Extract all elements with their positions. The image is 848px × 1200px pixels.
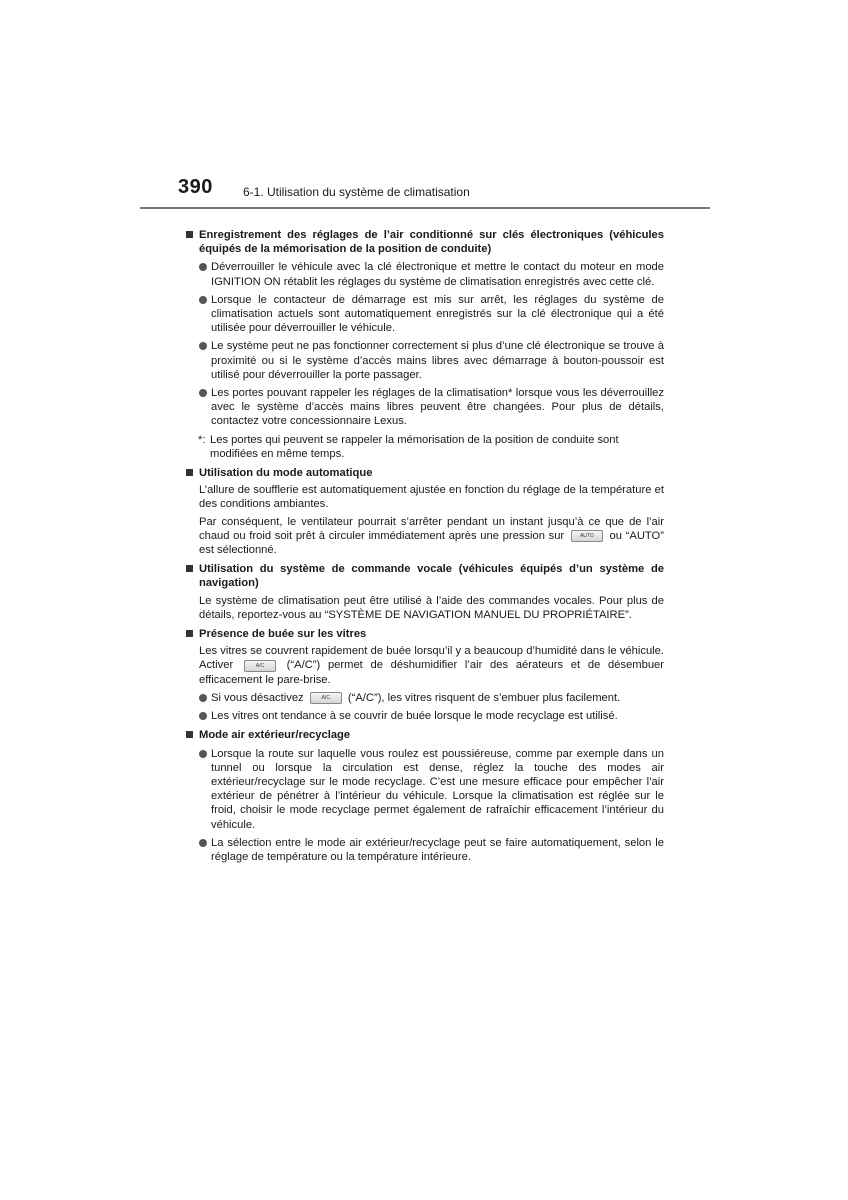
- section-title: [186, 228, 664, 256]
- circle-bullet-icon: [199, 694, 207, 702]
- list-item-text: La sélection entre le mode air extérieur/recyclage peut se faire automatiquement, selon le réglage de température ou la température intérieure.: [211, 836, 664, 863]
- footnote-text: Les portes qui peuvent se rappeler la mémorisation de la position de conduite sont modifiées en même temps.: [210, 433, 619, 460]
- ac-button-icon: A/C: [244, 660, 276, 672]
- section-key-memory: [186, 228, 664, 461]
- circle-bullet-icon: [199, 839, 207, 847]
- list-item: [186, 836, 664, 864]
- list-item-text: Lorsque la route sur laquelle vous roulez est poussiéreuse, comme par exemple dans un tunnel ou lorsque la circulation est dense, réglez la touche des modes air extérieur/recyclage sur le mode recyclage. C’est une mesure efficace pour empêcher l’air extérieur de pénétrer à l’intérieur du véhicule. Lorsque la climatisation est réglée sur le froid, choisir le mode recyclage permet également de rafraîchir efficacement l’intérieur du véhicule.: [211, 747, 664, 831]
- section-title-text: Utilisation du système de commande vocale (véhicules équipés d’un système de navigation): [199, 563, 664, 590]
- page-header: [0, 176, 848, 208]
- circle-bullet-icon: [199, 750, 207, 758]
- square-bullet-icon: [186, 469, 193, 476]
- list-item-text: Lorsque le contacteur de démarrage est mis sur arrêt, les réglages du système de climatisation actuels sont automatiquement enregistrés sur la clé électronique qui a été utilisée pour déverrouiller le véhicule.: [211, 293, 664, 335]
- section-recirculation: [186, 728, 664, 864]
- section-title-text: Mode air extérieur/recyclage: [199, 729, 351, 742]
- section-title: [186, 728, 664, 742]
- circle-bullet-icon: [199, 712, 207, 720]
- section-title-text: Enregistrement des réglages de l’air conditionné sur clés électroniques (véhicules équipés de la mémorisation de la position de conduite): [199, 229, 664, 256]
- paragraph-text: Les vitres se couvrent rapidement de buée lorsqu’il y a beaucoup d’humidité dans le véhicule. Activer: [199, 645, 664, 672]
- list-item-text: (“A/C”), les vitres risquent de s’embuer plus facilement.: [347, 691, 621, 704]
- list-item-text: Le système peut ne pas fonctionner correctement si plus d’une clé électronique se trouve à proximité ou si le système d’accès mains libres avec démarrage à bouton-poussoir est utilisé pour déverrouiller la porte passager.: [211, 340, 664, 381]
- page-content: [186, 228, 664, 869]
- square-bullet-icon: [186, 231, 193, 238]
- list-item: [186, 691, 664, 705]
- paragraph-text: ou “AUTO” est sélectionné.: [199, 529, 664, 557]
- paragraph: [186, 515, 664, 558]
- ac-button-icon: A/C: [310, 692, 342, 704]
- list-item: [186, 386, 664, 429]
- section-voice-control: [186, 562, 664, 622]
- page-number: 390: [178, 176, 213, 198]
- circle-bullet-icon: [199, 296, 207, 304]
- section-title: [186, 562, 664, 590]
- footnote-mark: *:: [198, 433, 206, 446]
- list-item: [186, 260, 664, 288]
- paragraph: [186, 644, 664, 687]
- section-auto-mode: [186, 466, 664, 557]
- square-bullet-icon: [186, 565, 193, 572]
- list-item-text: Déverrouiller le véhicule avec la clé électronique et mettre le contact du moteur en mode IGNITION ON rétablit les réglages du système de climatisation enregistrés avec cette clé.: [211, 261, 664, 288]
- section-title: [186, 466, 664, 480]
- paragraph-text: Par conséquent, le ventilateur pourrait s’arrêter pendant un instant jusqu’à ce que de l’air chaud ou froid soit prêt à circuler immédiatement après une pression sur: [199, 515, 664, 542]
- footnote: [186, 433, 664, 461]
- section-title: [186, 627, 664, 641]
- list-item: [186, 339, 664, 382]
- square-bullet-icon: [186, 731, 193, 738]
- list-item: [186, 747, 664, 832]
- paragraph: Le système de climatisation peut être utilisé à l’aide des commandes vocales. Pour plus de détails, reportez-vous au “SYSTÈME DE NAVIGATION MANUEL DU PROPRIÉTAIRE”.: [199, 594, 664, 621]
- list-item-text: Les vitres ont tendance à se couvrir de buée lorsque le mode recyclage est utilisé.: [211, 710, 618, 723]
- list-item-text: Les portes pouvant rappeler les réglages de la climatisation* lorsque vous les déverrouillez avec le système d’accès mains libres peuvent être changées. Pour plus de détails, contactez votre concessionnaire Lexus.: [211, 387, 664, 428]
- list-item: [186, 293, 664, 336]
- header-divider: [140, 207, 710, 209]
- paragraph-text: (“A/C”) permet de déshumidifier l’air des aérateurs et de désembuer efficacement le pare-brise.: [199, 659, 665, 686]
- chapter-title: 6-1. Utilisation du système de climatisation: [243, 185, 470, 199]
- section-window-fog: [186, 627, 664, 723]
- section-title-text: Utilisation du mode automatique: [199, 467, 373, 480]
- list-item: [186, 709, 664, 723]
- paragraph: L’allure de soufflerie est automatiquement ajustée en fonction du réglage de la température et des conditions ambiantes.: [199, 484, 664, 511]
- circle-bullet-icon: [199, 389, 207, 397]
- section-title-text: Présence de buée sur les vitres: [199, 628, 367, 641]
- circle-bullet-icon: [199, 263, 207, 271]
- square-bullet-icon: [186, 630, 193, 637]
- circle-bullet-icon: [199, 342, 207, 350]
- list-item-text: Si vous désactivez: [211, 691, 304, 704]
- auto-button-icon: AUTO: [571, 530, 603, 542]
